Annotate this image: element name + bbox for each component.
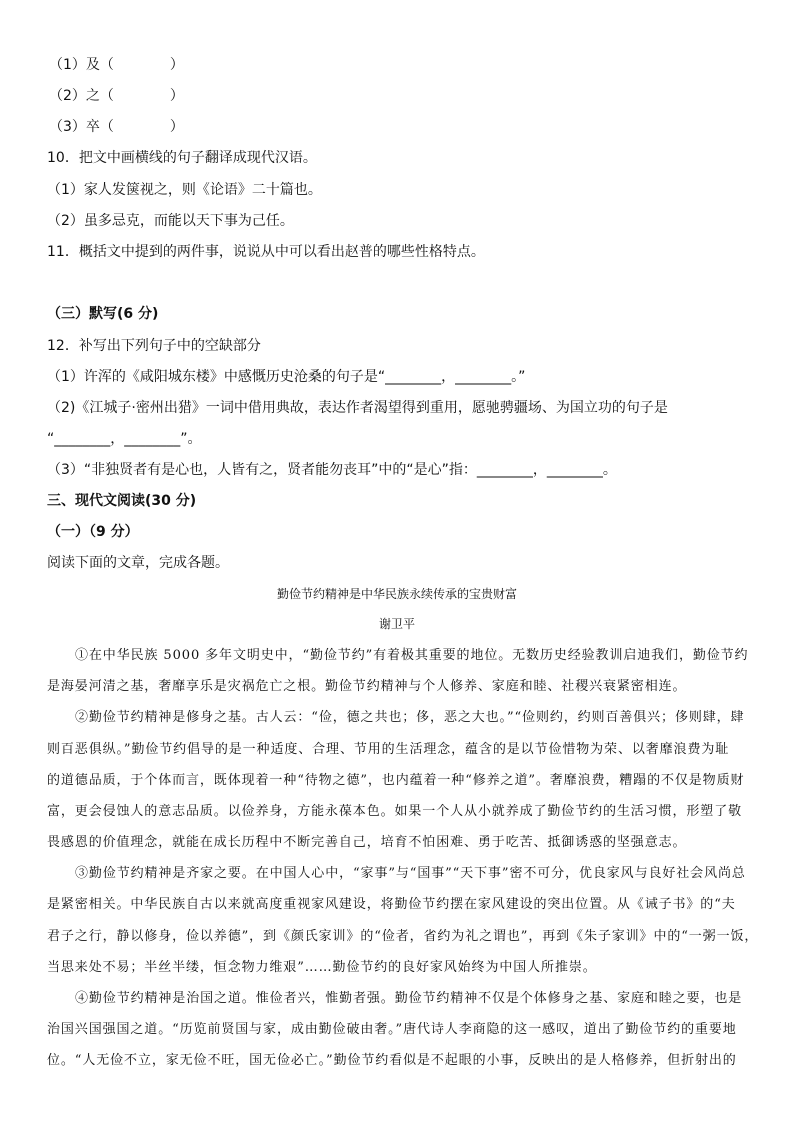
article-line: 畏感恩的价值理念，就能在成长历程中不断完善自己，培育不怕困难、勇于吃苦、抵御诱惑的坚强意志。 (47, 835, 687, 850)
vocab-item-1: （1）及（ ） (49, 57, 184, 73)
article-line: 是紧密相关。中华民族自古以来就高度重视家风建设，将勤俭节约摆在家风建设的突出位置。从《诫子书》的“夫 (47, 897, 736, 912)
question-10-stem: 10．把文中画横线的句子翻译成现代汉语。 (47, 150, 317, 166)
question-12-line-1: （1）许浑的《咸阳城东楼》中感慨历史沧桑的句子是“________，________。” (47, 369, 526, 385)
article-line: ①在中华民族 5000 多年文明史中，“勤俭节约”有着极其重要的地位。无数历史经验教训启迪我们，勤俭节约 (75, 648, 749, 663)
article-line: 位。“人无俭不立，家无俭不旺，国无俭必亡。”勤俭节约看似是不起眼的小事，反映出的是人格修养，但折射出的 (47, 1053, 737, 1068)
article-line: ②勤俭节约精神是修身之基。古人云：“俭，德之共也；侈，恶之大也。”“俭则约，约则百善俱兴；侈则肆，肆 (75, 710, 745, 725)
article-author: 谢卫平 (378, 617, 415, 631)
question-10-item-1: （1）家人发箧视之，则《论语》二十篇也。 (47, 182, 322, 198)
article-line: ③勤俭节约精神是齐家之要。在中国人心中，“家事”与“国事”“天下事”密不可分，优良家风与良好社会风尚总 (75, 866, 746, 881)
vocab-item-3: （3）卒（ ） (49, 119, 184, 135)
question-11-stem: 11．概括文中提到的两件事，说说从中可以看出赵普的哪些性格特点。 (47, 244, 485, 260)
part-3-heading: 三、现代文阅读(30 分) (47, 493, 197, 509)
question-12-line-4: （3）“非独贤者有是心也，人皆有之，贤者能勿丧耳”中的“是心”指：________，________。 (47, 462, 617, 478)
question-10-item-2: （2）虽多忌克，而能以天下事为己任。 (47, 213, 294, 229)
article-title: 勤俭节约精神是中华民族永续传承的宝贵财富 (276, 587, 517, 601)
article-line: ④勤俭节约精神是治国之道。惟俭者兴，惟勤者强。勤俭节约精神不仅是个体修身之基、家庭和睦之要，也是 (75, 991, 743, 1006)
article-line: 富，更会侵蚀人的意志品质。以俭养身，方能永葆本色。如果一个人从小就养成了勤俭节约的生活习惯，形塑了敬 (47, 804, 743, 819)
article-line: 是海晏河清之基，奢靡享乐是灾祸危亡之根。勤俭节约精神与个人修养、家庭和睦、社稷兴衰紧密相连。 (47, 679, 687, 694)
question-12-line-3: “________，________”。 (47, 431, 202, 447)
vocab-item-2: （2）之（ ） (49, 88, 184, 104)
article-line: 的道德品质，于个体而言，既体现着一种“待物之德”，也内蕴着一种“修养之道”。奢靡浪费，糟蹋的不仅是物质财 (47, 773, 745, 788)
article-line: 则百恶俱纵。”勤俭节约倡导的是一种适度、合理、节用的生活理念，蕴含的是以节俭惜物为荣、以奢靡浪费为耻 (47, 742, 730, 757)
question-12-stem: 12．补写出下列句子中的空缺部分 (47, 338, 261, 354)
question-12-line-2: （2)《江城子·密州出猎》一词中借用典故，表达作者渴望得到重用，愿驰骋疆场、为国立功的句子是 (47, 400, 668, 416)
subsection-1-heading: （一）（9 分） (47, 524, 139, 540)
article-line: 君子之行，静以修身，俭以养德”，到《颜氏家训》的“俭者，省约为礼之谓也”，再到《朱子家训》中的“一粥一饭， (47, 929, 759, 944)
article-line: 当思来处不易；半丝半缕，恒念物力维艰”……勤俭节约的良好家风始终为中国人所推崇。 (47, 960, 597, 975)
section-3-heading: （三）默写(6 分) (47, 306, 159, 322)
reading-instruction: 阅读下面的文章，完成各题。 (47, 555, 229, 571)
article-line: 治国兴国强国之道。“历览前贤国与家，成由勤俭破由奢。”唐代诗人李商隐的这一感叹，道出了勤俭节约的重要地 (47, 1022, 737, 1037)
